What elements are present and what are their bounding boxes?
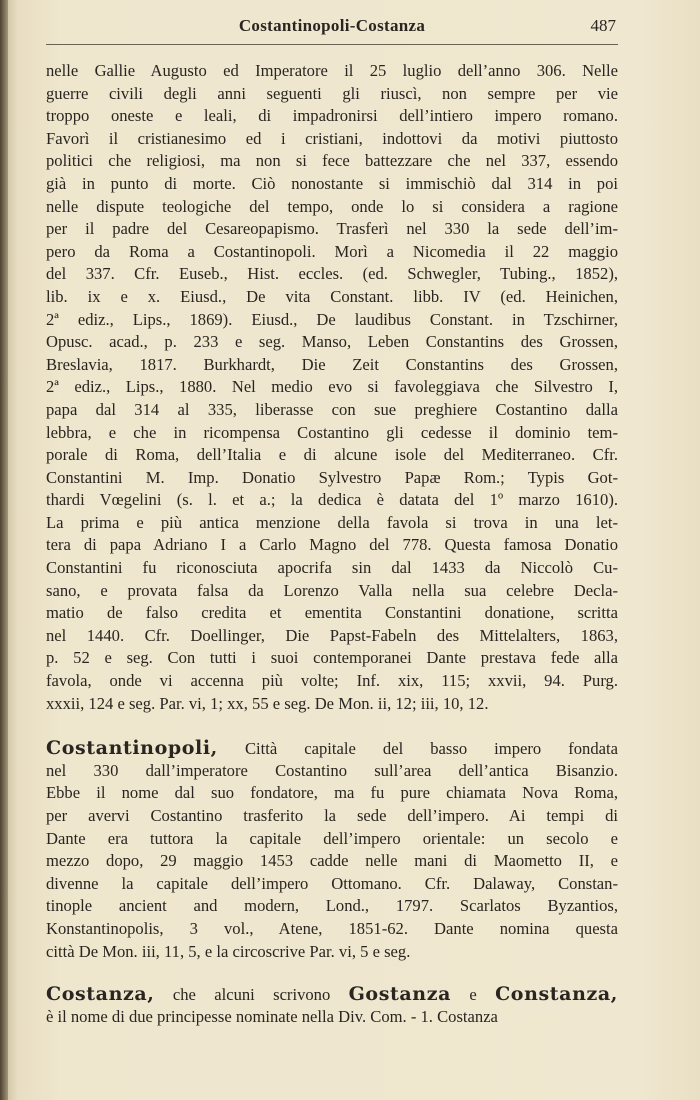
text-line: La prima e più antica menzione della favola si trova in una let- (46, 512, 618, 532)
text-line: 2ª ediz., Lips., 1880. Nel medio evo si favoleggiava che Silvestro I, (46, 377, 618, 397)
entry-separator (46, 715, 618, 737)
text-line: politici che religiosi, ma non si fece battezzare che nel 337, essendo (46, 151, 618, 171)
text-line: Constantini fu riconosciuta apocrifa sin dal 1433 da Niccolò Cu- (46, 558, 618, 578)
entry-costantinopoli (46, 737, 618, 963)
text-line: favola, onde vi accenna più volte; Inf. xix, 115; xxvii, 94. Purg. (46, 671, 618, 691)
running-header (46, 16, 618, 42)
headword-variant-gostanza: Gostanza (348, 983, 452, 1006)
text-line: divenne la capitale dell’impero Ottomano. Cfr. Dalaway, Constan- (46, 873, 618, 893)
text-line: per avervi Costantino trasferito la sede dell’impero. Ai tempi di (46, 806, 618, 825)
text-line: Breslavia, 1817. Burkhardt, Die Zeit Constantins des Grossen, (46, 354, 618, 374)
text-line: nelle dispute teologiche del tempo, onde lo si considera a ragione (46, 196, 618, 216)
text-line: matio de falso credita et ementita Constantini donatione, scritta (46, 603, 618, 623)
text-line: papa dal 314 al 335, liberasse con sue preghiere Costantino dalla (46, 399, 618, 419)
text-line: tinople ancient and modern, Lond., 1797. Scarlatos Byzantios, (46, 896, 618, 916)
text-line: Dante era tuttora la capitale dell’impero orientale: un secolo e (46, 828, 618, 848)
text-line: città De Mon. iii, 11, 5, e la circoscrive Par. vi, 5 e seg. (46, 941, 411, 961)
headword-costanza: Costanza, (46, 983, 155, 1006)
page-body (46, 60, 618, 1028)
text-line: nel 1440. Cfr. Doellinger, Die Papst-Fabeln des Mittelalters, 1863, (46, 625, 618, 645)
text-line: xxxii, 124 e seg. Par. vi, 1; xx, 55 e seg. De Mon. ii, 12; iii, 10, 12. (46, 693, 489, 713)
entry-costanza (46, 983, 618, 1028)
text-line: pero da Roma a Costantinopoli. Morì a Nicomedia il 22 maggio (46, 241, 618, 261)
text-line: già in punto di morte. Ciò nonostante si immischiò dal 314 in poi (46, 173, 618, 193)
text-line: p. 52 e seg. Con tutti i suoi contemporanei Dante prestava fede alla (46, 648, 618, 668)
text-line: Favorì il cristianesimo ed i cristiani, indottovi da motivi piuttosto (46, 128, 618, 148)
text-line: Constantini M. Imp. Donatio Sylvestro Papæ Rom.; Typis Got- (46, 467, 618, 487)
headword-variant-constanza: Constanza, (495, 983, 619, 1006)
headword-costantinopoli: Costantinopoli, (46, 737, 218, 760)
text-line: per il padre del Cesareopapismo. Trasferì nel 330 la sede dell’im- (46, 219, 618, 239)
text-line: Konstantinopolis, 3 vol., Atene, 1851-62. Dante nomina questa (46, 918, 618, 938)
text-fragment: e (451, 985, 496, 1005)
page-number: 487 (590, 16, 616, 35)
text-line: lib. ix e x. Eiusd., De vita Constant. libb. IV (ed. Heinichen, (46, 286, 618, 306)
entry-costantino-continued (46, 60, 618, 715)
text-line: è il nome di due principesse nominate nella Div. Com. - 1. Costanza (46, 1006, 498, 1026)
text-line: thardi Vœgelini (s. l. et a.; la dedica è datata del 1º marzo 1610). (46, 490, 618, 510)
text-line: del 337. Cfr. Euseb., Hist. eccles. (ed. Schwegler, Tubing., 1852), (46, 264, 618, 284)
text-line: Ebbe il nome dal suo fondatore, ma fu pure chiamata Nova Roma, (46, 783, 618, 803)
text-line: lebbra, e che in ricompensa Costantino gli cedesse il dominio tem- (46, 422, 618, 442)
book-spine-shadow (0, 0, 8, 1100)
text-line: nelle Gallie Augusto ed Imperatore il 25 luglio dell’anno 306. Nelle (46, 61, 618, 80)
text-line: tera di papa Adriano I a Carlo Magno del 778. Questa famosa Donatio (46, 535, 618, 555)
text-line: nel 330 dall’imperatore Costantino sull’area dell’antica Bisanzio. (46, 760, 618, 780)
text-line: Città capitale del basso impero fondata (217, 739, 618, 759)
header-rule (46, 44, 618, 45)
running-title: Costantinopoli-Costanza (238, 16, 426, 35)
text-line: guerre civili degli anni seguenti gli riuscì, non sempre per vie (46, 83, 618, 103)
text-line: porale di Roma, dell’Italia e di alcune isole del Mediterraneo. Cfr. (46, 445, 618, 465)
text-line: Opusc. acad., p. 233 e seg. Manso, Leben Constantins des Grossen, (46, 332, 618, 352)
text-fragment: che alcuni scrivono (154, 985, 349, 1005)
entry-separator (46, 963, 618, 983)
text-line: 2ª ediz., Lips., 1869). Eiusd., De laudibus Constant. in Tzschirner, (46, 309, 618, 329)
text-line: mezzo dopo, 29 maggio 1453 cadde nelle mani di Maometto II, e (46, 851, 618, 871)
text-line: troppo oneste e leali, di impadronirsi dell’intiero impero romano. (46, 106, 618, 126)
text-line: sano, e provata falsa da Lorenzo Valla nella sua celebre Decla- (46, 580, 618, 600)
